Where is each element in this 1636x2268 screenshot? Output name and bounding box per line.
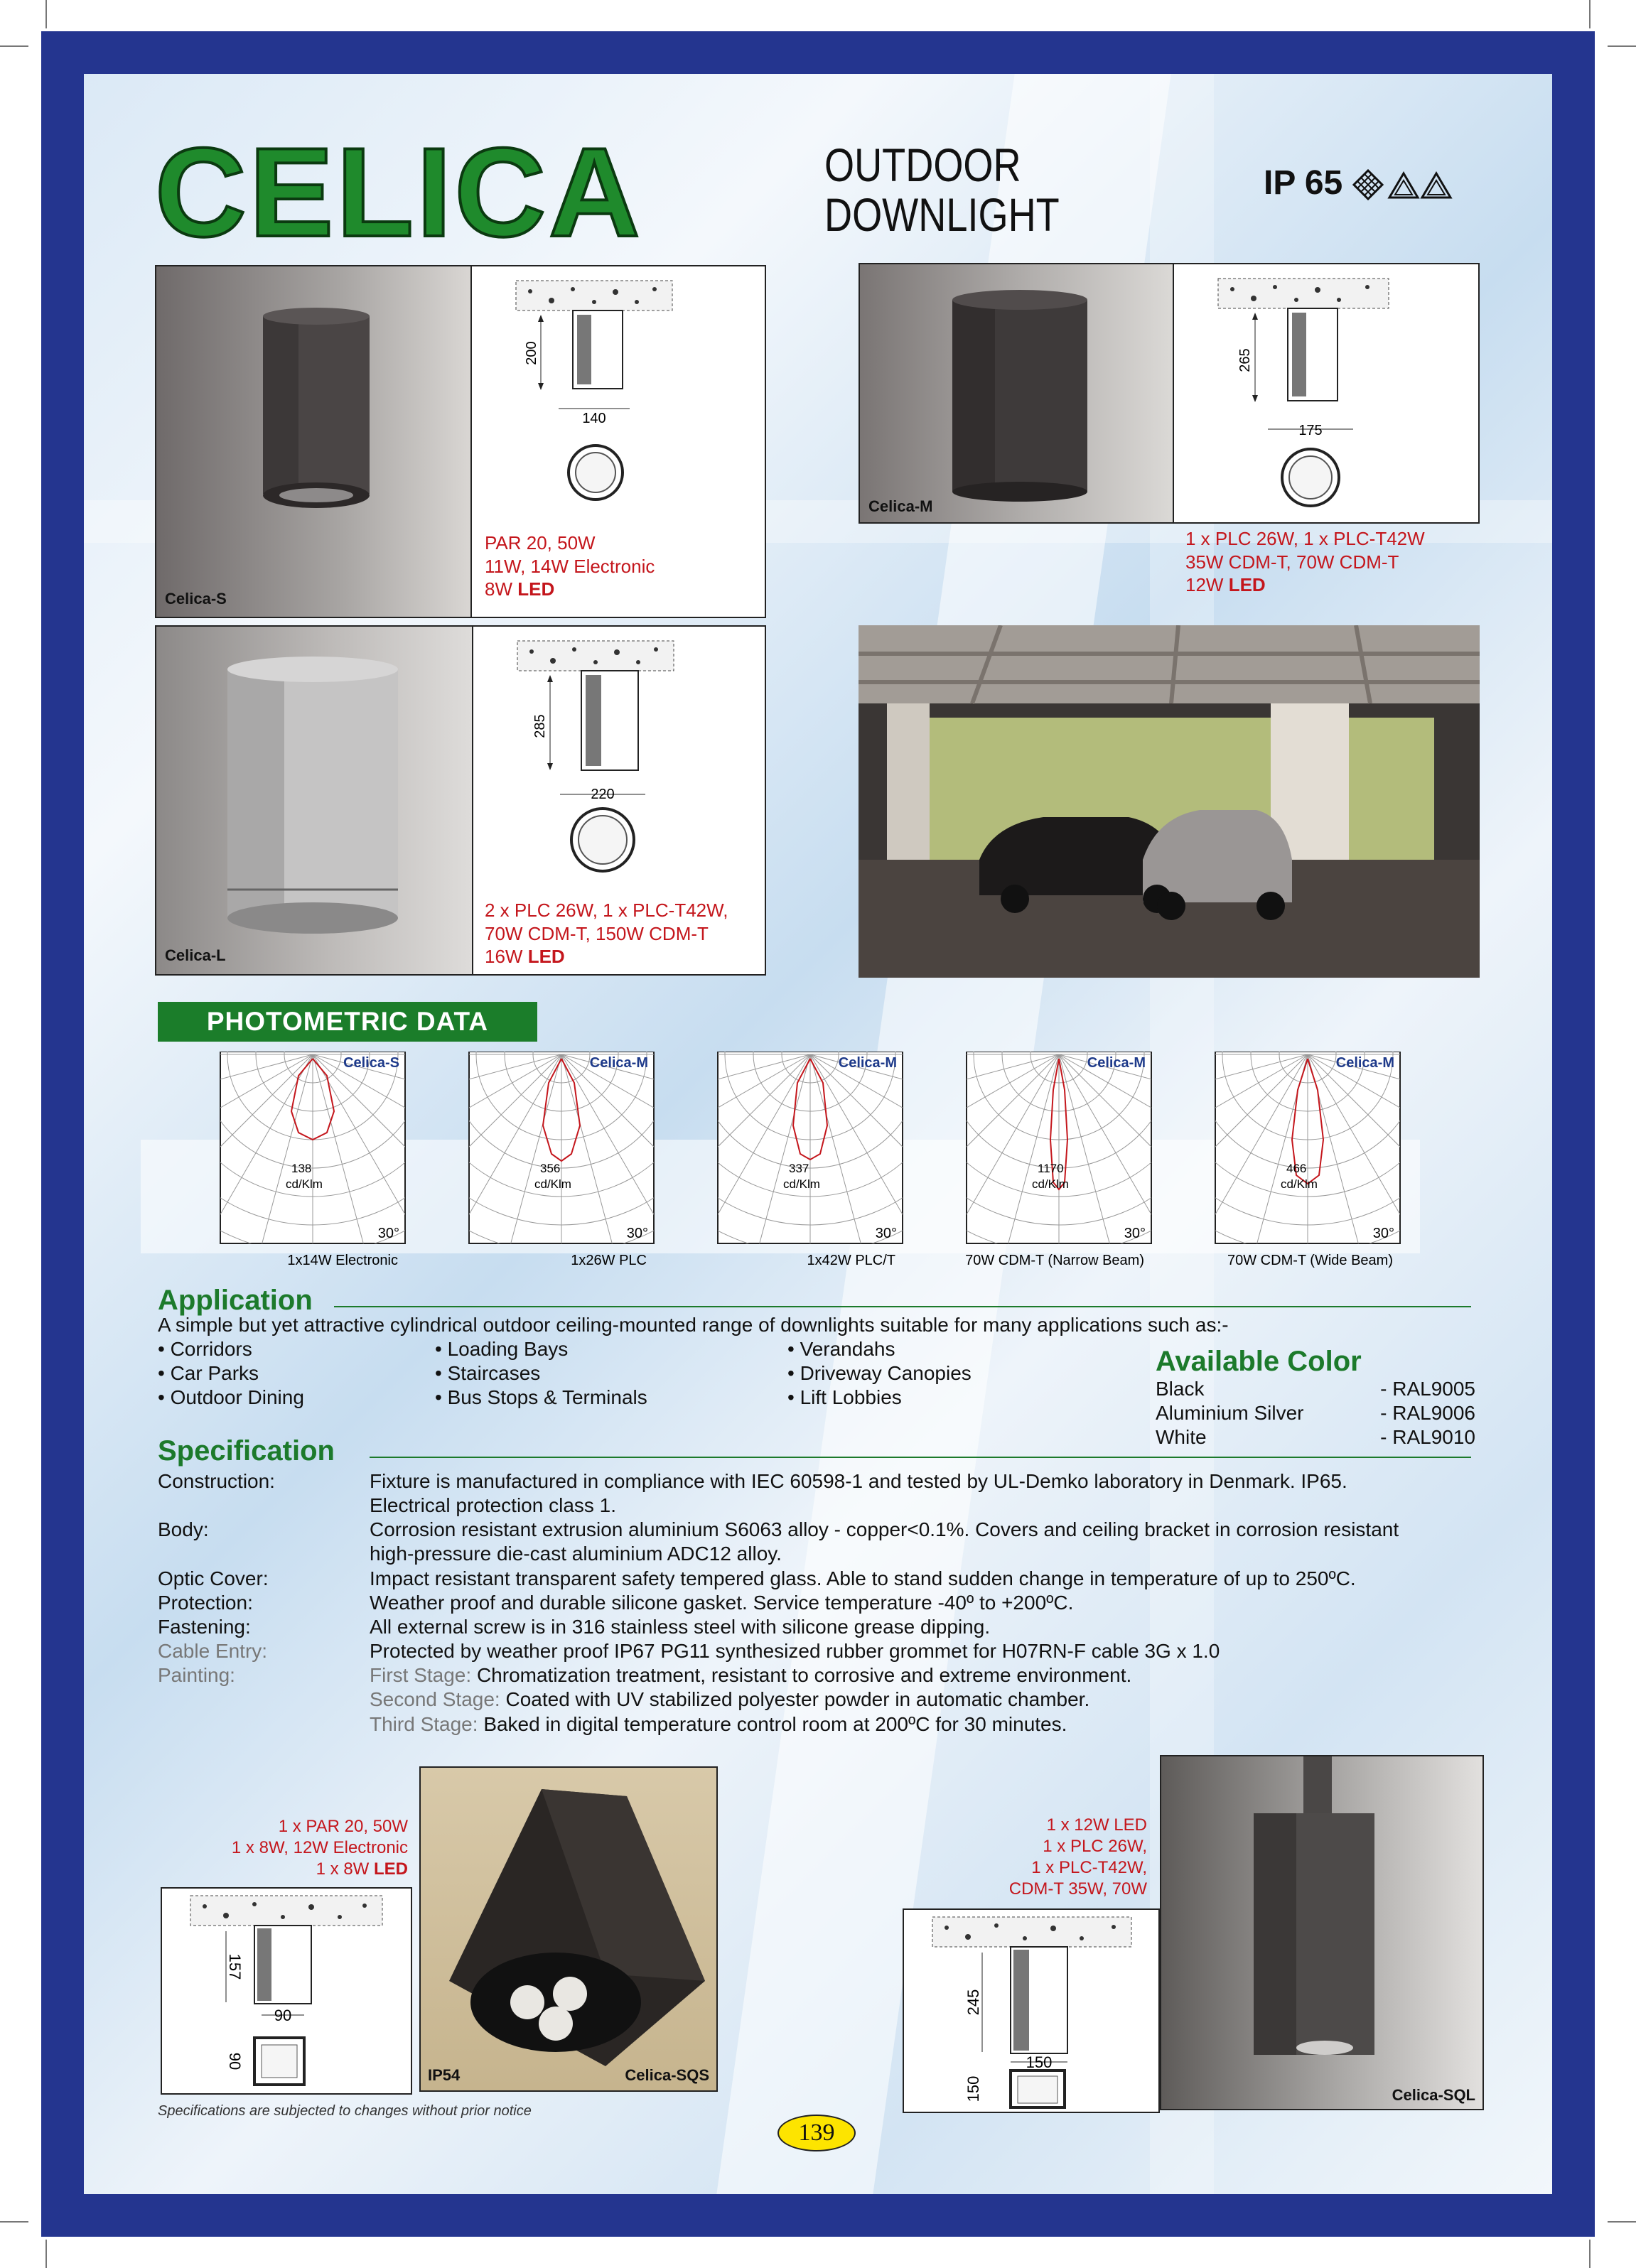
- polar-caption: 70W CDM-T (Narrow Beam): [965, 1253, 1144, 1268]
- polar-caption: 70W CDM-T (Wide Beam): [1227, 1253, 1393, 1268]
- ip-rating: IP 65: [1264, 163, 1473, 202]
- polar-value-label: 337: [789, 1162, 809, 1175]
- svg-text:245: 245: [964, 1989, 982, 2016]
- polar-model-label: Celica-S: [343, 1055, 399, 1071]
- product-name: Celica-M: [868, 497, 933, 515]
- photometric-charts: [213, 1052, 1421, 1279]
- application-intro: A simple but yet attractive cylindrical outdoor ceiling-mounted range of downlights suitable for many applications such as:-: [158, 1314, 1229, 1336]
- product-card-celica-s: [155, 265, 766, 618]
- svg-text:90: 90: [226, 2052, 244, 2070]
- celica-l-dimension-drawing: [475, 627, 766, 890]
- polar-model-label: Celica-M: [589, 1055, 648, 1071]
- height-dim: 200: [524, 341, 539, 365]
- svg-text:150: 150: [1026, 2053, 1053, 2071]
- polar-unit-label: cd/Klm: [1281, 1177, 1318, 1191]
- celica-m-dimension-drawing: [1175, 264, 1478, 522]
- application-list-1: • Corridors • Car Parks • Outdoor Dining: [158, 1338, 304, 1409]
- car-park-photo: [859, 625, 1480, 978]
- polar-angle-label: 30°: [1124, 1226, 1146, 1241]
- polar-value-label: 138: [291, 1162, 312, 1175]
- polar-angle-label: 30°: [1372, 1226, 1394, 1241]
- svg-text:150: 150: [964, 2075, 982, 2102]
- svg-text:157: 157: [226, 1953, 244, 1980]
- svg-text:285: 285: [532, 714, 548, 738]
- celica-s-photo: [156, 266, 472, 617]
- diamond-grid-icon: [1354, 171, 1382, 199]
- polar-model-label: Celica-M: [1335, 1055, 1394, 1071]
- sqs-dimension-card: [161, 1887, 412, 2095]
- available-color-heading: Available Color: [1156, 1346, 1362, 1377]
- product-name: Celica-L: [165, 946, 226, 964]
- application-heading: Application: [158, 1285, 313, 1316]
- polar-model-label: Celica-M: [838, 1055, 897, 1071]
- sql-lamp-spec: 1 x 12W LED 1 x PLC 26W, 1 x PLC-T42W, CDM-T 35W, 70W: [1008, 1815, 1147, 1899]
- sqs-name-label: Celica-SQS: [625, 2066, 709, 2084]
- polar-caption: 1x14W Electronic: [287, 1253, 398, 1268]
- polar-angle-label: 30°: [626, 1226, 648, 1241]
- celica-sql-photo: [1160, 1755, 1484, 2110]
- application-list-3: • Verandahs • Driveway Canopies • Lift Lobbies: [787, 1338, 972, 1409]
- polar-unit-label: cd/Klm: [286, 1177, 323, 1191]
- warning-triangle-icon: [1389, 173, 1451, 198]
- specification-heading: Specification: [158, 1435, 335, 1467]
- celica-l-lamp-spec: 2 x PLC 26W, 1 x PLC-T42W, 70W CDM-T, 150W CDM-T 16W LED: [485, 900, 728, 967]
- polar-unit-label: cd/Klm: [534, 1177, 571, 1191]
- polar-angle-label: 30°: [875, 1226, 897, 1241]
- polar-value-label: 466: [1286, 1162, 1307, 1175]
- page-subtitle: OUTDOOR DOWNLIGHT: [824, 139, 1060, 241]
- polar-charts-svg: [213, 1052, 1421, 1279]
- product-card-celica-l: [155, 625, 766, 976]
- celica-s-lamp-spec: PAR 20, 50W 11W, 14W Electronic 8W LED: [485, 532, 655, 600]
- polar-model-label: Celica-M: [1087, 1055, 1146, 1071]
- celica-m-lamp-spec: 1 x PLC 26W, 1 x PLC-T42W 35W CDM-T, 70W CDM-T 12W LED: [1185, 528, 1425, 595]
- brand-logo: CELICA: [155, 122, 643, 263]
- svg-text:265: 265: [1237, 348, 1253, 372]
- polar-caption: 1x26W PLC: [571, 1253, 647, 1268]
- specification-table: Construction: Fixture is manufactured in compliance with IEC 60598-1 and tested by UL-Demko laboratory in Denmark. IP65. Electrical protection class 1. Body: Corrosion resistant extrusion aluminium S6063 alloy - copper<0.1%. Covers and ceiling bracket in corrosion resistant high-pressure die-cast aluminium ADC12 alloy. Optic Cover: Impact resistant transparent safety tempered glass. Able to stand sudden change in temperature of up to 250ºC. Protection: Weather proof and durable silicone gasket. Service temperature -40º to +200ºC. Fastening: All external screw is in 316 stainless steel with silicone grease dipping. Cable Entry: Protected by weather proof IP67 PG11 synthesized rubber grommet for H07RN-F cable 3G x 1.0 Painting: First Stage: Chromatization treatment, resistant to corrosive and extreme environment. Second Stage: Coated with UV stabilized polyester powder in automatic chamber. Third Stage: Baked in digital temperature control room at 200ºC for 30 minutes.: [158, 1470, 1399, 1735]
- svg-text:220: 220: [591, 787, 615, 802]
- polar-value-label: 356: [540, 1162, 561, 1175]
- sql-name-label: Celica-SQL: [1392, 2086, 1475, 2104]
- polar-unit-label: cd/Klm: [1032, 1177, 1069, 1191]
- polar-angle-label: 30°: [377, 1226, 399, 1241]
- svg-text:175: 175: [1298, 423, 1323, 438]
- celica-m-photo: [860, 264, 1174, 522]
- sqs-lamp-spec: 1 x PAR 20, 50W 1 x 8W, 12W Electronic 1 x 8W LED: [231, 1817, 408, 1879]
- photometric-heading: PHOTOMETRIC DATA: [158, 1002, 537, 1042]
- page-number: 139: [777, 2115, 856, 2151]
- sqs-ip-label: IP54: [428, 2066, 461, 2084]
- celica-l-photo: [156, 627, 473, 974]
- width-dim: 140: [582, 411, 606, 426]
- footnote: Specifications are subjected to changes without prior notice: [158, 2103, 532, 2119]
- product-card-celica-m: [859, 263, 1480, 595]
- celica-s-dimension-drawing: [473, 266, 766, 526]
- application-list-2: • Loading Bays • Staircases • Bus Stops & Terminals: [435, 1338, 647, 1409]
- protection-class-icons: [1352, 169, 1473, 200]
- svg-text:90: 90: [274, 2007, 292, 2024]
- sql-dimension-card: [903, 1908, 1160, 2113]
- product-name: Celica-S: [165, 590, 227, 608]
- color-list: Black - RAL9005 Aluminium Silver - RAL9006 White - RAL9010: [1156, 1378, 1475, 1449]
- celica-sqs-photo: [419, 1766, 718, 2092]
- polar-unit-label: cd/Klm: [783, 1177, 820, 1191]
- polar-value-label: 1170: [1038, 1162, 1064, 1175]
- polar-caption: 1x42W PLC/T: [807, 1253, 895, 1268]
